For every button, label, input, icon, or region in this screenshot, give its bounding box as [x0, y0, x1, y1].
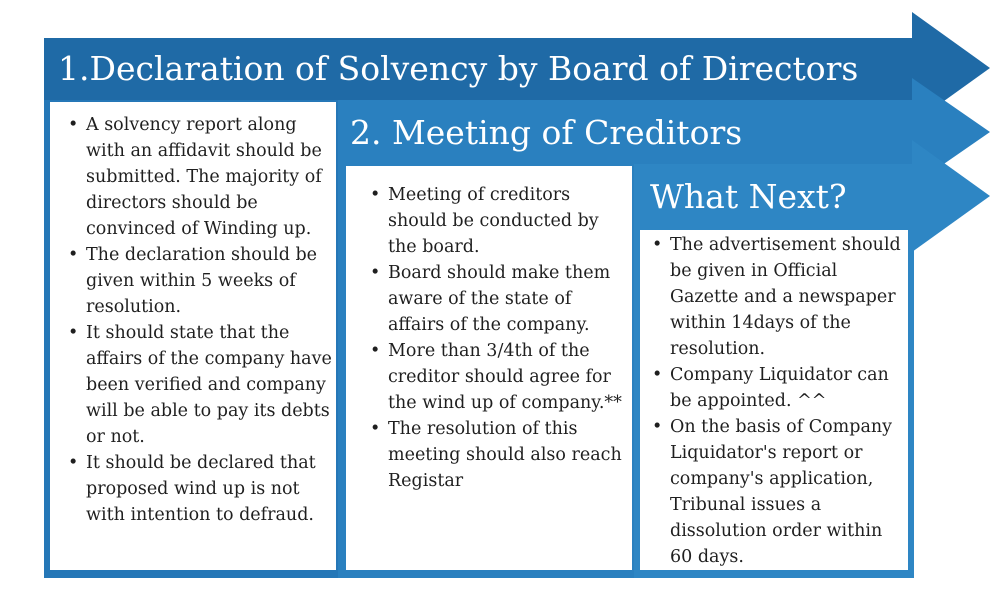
step-1-bullet-list [64, 112, 332, 528]
step-1-bullet: • It should state that the affairs of the company have been verified and company will be able to pay its debts or not. [86, 320, 332, 450]
step-2-bullet-list [366, 182, 628, 494]
step-3-bullet: • The advertisement should be given in Official Gazette and a newspaper within 14days of the resolution. [670, 232, 906, 362]
step-3-box [640, 230, 908, 570]
step-1-bullet: • The declaration should be given within 5 weeks of resolution. [86, 242, 332, 320]
step-3-title: What Next? [650, 177, 847, 216]
step-2-bullet: • The resolution of this meeting should also reach Registar [388, 416, 628, 494]
step-1-bullet: • A solvency report along with an affidavit should be submitted. The majority of directors should be convinced of Winding up. [86, 112, 332, 242]
step-2-box [346, 166, 632, 570]
step-2-bullet: • Meeting of creditors should be conducted by the board. [388, 182, 628, 260]
step-3-bullet-list [648, 232, 906, 570]
step-3-bullet: • Company Liquidator can be appointed. ^^ [670, 362, 906, 414]
step-2-bullet: • More than 3/4th of the creditor should agree for the wind up of company.** [388, 338, 628, 416]
step-1-box [50, 102, 336, 570]
step-3-bullet: • On the basis of Company Liquidator's report or company's application, Tribunal issues a dissolution order within 60 days. [670, 414, 906, 570]
step-1-title: 1.Declaration of Solvency by Board of Directors [58, 49, 859, 88]
step-1-bullet: • It should be declared that proposed wind up is not with intention to defraud. [86, 450, 332, 528]
step-2-title: 2. Meeting of Creditors [350, 113, 743, 152]
step-2-bullet: • Board should make them aware of the state of affairs of the company. [388, 260, 628, 338]
